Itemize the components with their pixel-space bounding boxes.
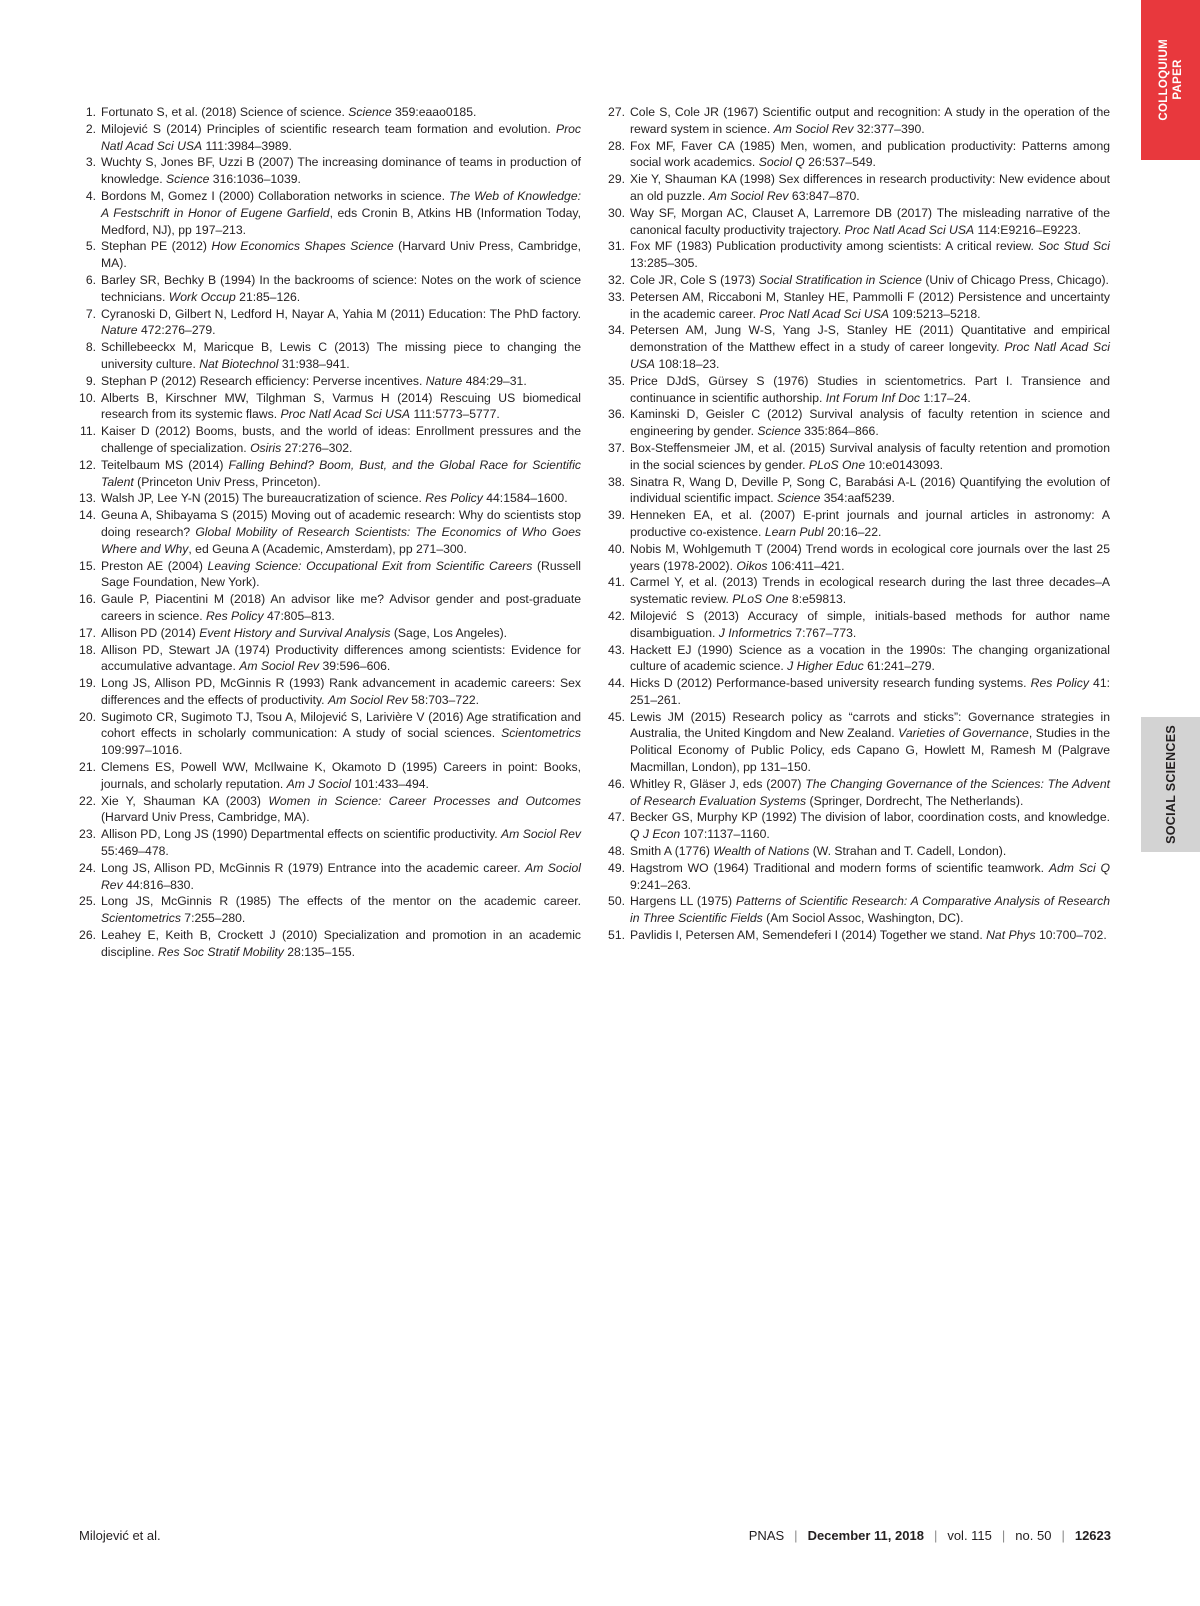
reference-text: 61:241–279. bbox=[863, 659, 935, 674]
reference-item bbox=[79, 675, 581, 709]
reference-text: 114:E9216–E9223. bbox=[974, 222, 1081, 237]
reference-number: 23. bbox=[79, 827, 96, 842]
reference-source: Int Forum Inf Doc bbox=[825, 390, 920, 405]
reference-text: Stephan PE (2012) bbox=[101, 239, 212, 254]
reference-number: 22. bbox=[79, 793, 96, 808]
reference-text: (Springer, Dordrecht, The Netherlands). bbox=[806, 793, 1024, 808]
reference-item bbox=[79, 306, 581, 340]
reference-item bbox=[79, 373, 581, 390]
reference-number: 26. bbox=[79, 928, 96, 943]
reference-number: 40. bbox=[608, 541, 625, 556]
reference-text: Leahey E, Keith B, Crockett J (2010) Specialization and promotion in an academic discipline. bbox=[101, 928, 581, 959]
reference-text: Preston AE (2004) bbox=[101, 558, 208, 573]
reference-text: Milojević S (2014) Principles of scientific research team formation and evolution. bbox=[101, 121, 556, 136]
footer-separator: | bbox=[933, 1528, 938, 1543]
reference-source: Nature bbox=[425, 373, 463, 388]
reference-text: , Studies in the Political Economy of Public Policy, eds Capano G, Howlett M, Ramesh M (Palgrave Macmillan, London), pp 131–150. bbox=[630, 726, 1110, 775]
reference-number: 20. bbox=[79, 709, 96, 724]
reference-number: 39. bbox=[608, 508, 625, 523]
reference-source: Science bbox=[777, 491, 821, 506]
reference-source: Wealth of Nations bbox=[713, 844, 810, 859]
reference-number: 42. bbox=[608, 608, 625, 623]
reference-text: 8:e59813. bbox=[788, 592, 847, 607]
reference-number: 34. bbox=[608, 323, 625, 338]
reference-item bbox=[608, 927, 1110, 944]
reference-number: 32. bbox=[608, 272, 625, 287]
reference-item bbox=[608, 675, 1110, 709]
reference-text: 55:469–478. bbox=[101, 844, 169, 859]
reference-text: 472:276–279. bbox=[137, 323, 216, 338]
reference-text: Sinatra R, Wang D, Deville P, Song C, Barabási A-L (2016) Quantifying the evolution of individual scientific impact. bbox=[630, 474, 1110, 506]
reference-item bbox=[79, 759, 581, 793]
footer-separator: | bbox=[1001, 1528, 1006, 1543]
reference-number: 12. bbox=[79, 457, 96, 472]
colloquium-paper-tab bbox=[1141, 0, 1200, 160]
reference-item bbox=[79, 154, 581, 188]
reference-text: (Harvard Univ Press, Cambridge, MA). bbox=[101, 810, 310, 825]
reference-text: 10:700–702. bbox=[1035, 928, 1107, 943]
reference-text: Bordons M, Gomez I (2000) Collaboration networks in science. bbox=[101, 188, 450, 203]
reference-item bbox=[79, 860, 581, 894]
reference-item bbox=[608, 843, 1110, 860]
reference-item bbox=[608, 289, 1110, 323]
reference-text: 39:596–606. bbox=[319, 659, 391, 674]
reference-number: 49. bbox=[608, 860, 625, 875]
reference-text: 41: 251–261. bbox=[630, 676, 1110, 707]
reference-source: Am Sociol Rev bbox=[239, 659, 320, 674]
reference-source: Scientometrics bbox=[101, 911, 181, 926]
reference-item bbox=[79, 893, 581, 927]
reference-text: 10:e0143093. bbox=[865, 457, 944, 472]
reference-text: 335:864–866. bbox=[800, 424, 879, 439]
reference-item bbox=[79, 490, 581, 507]
reference-text: 20:16–22. bbox=[823, 524, 882, 539]
reference-source: Am Sociol Rev bbox=[708, 188, 789, 203]
footer-citation bbox=[749, 1527, 1111, 1545]
reference-text: Schillebeeckx M, Maricque B, Lewis C (2013) The missing piece to changing the university culture. bbox=[101, 340, 581, 371]
reference-source: J Informetrics bbox=[718, 625, 792, 640]
reference-source: Sociol Q bbox=[758, 155, 805, 170]
reference-text: Cole S, Cole JR (1967) Scientific output and recognition: A study in the operation of the reward system in science. bbox=[630, 105, 1110, 136]
reference-text: 7:255–280. bbox=[180, 911, 246, 926]
reference-item bbox=[608, 322, 1110, 372]
reference-text: 9:241–263. bbox=[630, 877, 691, 892]
reference-item bbox=[608, 205, 1110, 239]
reference-number: 14. bbox=[79, 508, 96, 523]
volume: vol. 115 bbox=[947, 1528, 992, 1543]
reference-number: 13. bbox=[79, 491, 96, 506]
reference-source: Am Sociol Rev bbox=[773, 121, 854, 136]
reference-item bbox=[608, 138, 1110, 172]
reference-number: 38. bbox=[608, 474, 625, 489]
reference-text: Long JS, McGinnis R (1985) The effects of the mentor on the academic career. bbox=[101, 894, 581, 909]
reference-number: 25. bbox=[79, 894, 96, 909]
reference-text: Long JS, Allison PD, McGinnis R (1979) Entrance into the academic career. bbox=[101, 860, 525, 875]
reference-number: 33. bbox=[608, 289, 625, 304]
reference-item bbox=[608, 373, 1110, 407]
reference-number: 44. bbox=[608, 676, 625, 691]
reference-source: Science bbox=[348, 105, 392, 119]
reference-item bbox=[79, 339, 581, 373]
reference-text: Gaule P, Piacentini M (2018) An advisor like me? Advisor gender and post-graduate careers in science. bbox=[101, 592, 581, 623]
reference-item bbox=[79, 927, 581, 961]
reference-item bbox=[608, 608, 1110, 642]
reference-item bbox=[79, 642, 581, 676]
reference-number: 24. bbox=[79, 860, 96, 875]
section-tab bbox=[1141, 717, 1200, 852]
reference-text: Hargens LL (1975) bbox=[630, 894, 736, 909]
reference-text: 32:377–390. bbox=[853, 121, 925, 136]
reference-text: Clemens ES, Powell WW, McIlwaine K, Okamoto D (1995) Careers in point: Books, journals, and scholarly reputation. bbox=[101, 760, 581, 791]
reference-text: Wuchty S, Jones BF, Uzzi B (2007) The increasing dominance of teams in production of knowledge. bbox=[101, 155, 581, 187]
reference-number: 48. bbox=[608, 844, 625, 859]
reference-item bbox=[608, 709, 1110, 776]
reference-item bbox=[608, 776, 1110, 810]
reference-item bbox=[608, 574, 1110, 608]
reference-text: 63:847–870. bbox=[788, 188, 860, 203]
references-column-left bbox=[79, 104, 581, 961]
reference-text: Henneken EA, et al. (2007) E-print journals and journal articles in astronomy: A productive co-existence. bbox=[630, 508, 1110, 539]
reference-text: Petersen AM, Jung W-S, Yang J-S, Stanley HE (2011) Quantitative and empirical demonstration of the Matthew effect in a study of career longevity. bbox=[630, 323, 1110, 355]
reference-source: Nat Phys bbox=[986, 928, 1036, 943]
reference-text: 28:135–155. bbox=[283, 944, 356, 959]
reference-source: Proc Natl Acad Sci USA bbox=[630, 340, 1110, 371]
reference-item bbox=[79, 793, 581, 827]
reference-item bbox=[608, 642, 1110, 676]
reference-number: 17. bbox=[79, 625, 96, 640]
page-number: 12623 bbox=[1074, 1528, 1111, 1543]
reference-number: 36. bbox=[608, 407, 625, 422]
reference-text: 109:5213–5218. bbox=[888, 306, 981, 321]
reference-item bbox=[608, 860, 1110, 894]
reference-source: Am Sociol Rev bbox=[327, 692, 408, 707]
reference-source: Learn Publ bbox=[764, 524, 824, 539]
reference-text: Hicks D (2012) Performance-based university research funding systems. bbox=[630, 676, 1031, 691]
reference-number: 51. bbox=[608, 928, 625, 943]
reference-text: 107:1137–1160. bbox=[680, 827, 770, 842]
reference-number: 37. bbox=[608, 440, 625, 455]
reference-source: Scientometrics bbox=[501, 726, 581, 741]
reference-source: Q J Econ bbox=[630, 827, 681, 842]
issue-date: December 11, 2018 bbox=[807, 1528, 924, 1543]
reference-text: (Princeton Univ Press, Princeton). bbox=[133, 474, 321, 489]
reference-text: Carmel Y, et al. (2013) Trends in ecological research during the last three decades–A systematic review. bbox=[630, 575, 1110, 607]
reference-number: 41. bbox=[608, 575, 625, 590]
reference-text: Price DJdS, Gürsey S (1976) Studies in scientometrics. Part I. Transience and continuance in scientific authorship. bbox=[630, 373, 1110, 405]
reference-source: Leaving Science: Occupational Exit from Scientific Careers bbox=[207, 558, 533, 573]
reference-number: 43. bbox=[608, 642, 625, 657]
reference-number: 35. bbox=[608, 373, 625, 388]
reference-text: Whitley R, Gläser J, eds (2007) bbox=[630, 776, 806, 791]
reference-item bbox=[79, 625, 581, 642]
reference-number: 16. bbox=[79, 592, 96, 607]
reference-text: Allison PD, Long JS (1990) Departmental effects on scientific productivity. bbox=[101, 827, 502, 842]
reference-text: 316:1036–1039. bbox=[209, 172, 301, 187]
reference-text: (W. Strahan and T. Cadell, London). bbox=[809, 844, 1007, 859]
reference-text: 108:18–23. bbox=[655, 356, 720, 371]
reference-text: 58:703–722. bbox=[407, 692, 480, 707]
reference-source: Res Policy bbox=[206, 608, 264, 623]
reference-text: Lewis JM (2015) Research policy as “carrots and sticks”: Governance strategies in Australia, the United Kingdom and New Zealand. bbox=[630, 709, 1110, 741]
reference-text: , ed Geuna A (Academic, Amsterdam), pp 271–300. bbox=[188, 541, 467, 556]
reference-source: The Changing Governance of the Sciences: The Advent of Research Evaluation Systems bbox=[630, 776, 1110, 808]
reference-text: Becker GS, Murphy KP (1992) The division of labor, coordination costs, and knowledge. bbox=[630, 810, 1110, 825]
reference-text: Milojević S (2013) Accuracy of simple, initials-based methods for author name disambiguation. bbox=[630, 608, 1110, 640]
reference-text: Stephan P (2012) Research efficiency: Perverse incentives. bbox=[101, 373, 426, 388]
reference-text: Hagstrom WO (1964) Traditional and modern forms of scientific teamwork. bbox=[630, 860, 1049, 875]
reference-text: Petersen AM, Riccaboni M, Stanley HE, Pammolli F (2012) Persistence and uncertainty in the academic career. bbox=[630, 289, 1110, 321]
reference-source: Science bbox=[166, 172, 210, 187]
reference-source: Falling Behind? Boom, Bust, and the Global Race for Scientific Talent bbox=[101, 457, 581, 489]
reference-item bbox=[79, 390, 581, 424]
reference-item bbox=[608, 272, 1110, 289]
reference-source: How Economics Shapes Science bbox=[211, 239, 394, 254]
reference-text: Kaminski D, Geisler C (2012) Survival analysis of faculty retention in science and engineering by gender. bbox=[630, 407, 1110, 439]
reference-text: 44:1584–1600. bbox=[482, 491, 568, 506]
reference-text: 359:eaao0185. bbox=[391, 105, 477, 119]
reference-text: Teitelbaum MS (2014) bbox=[101, 457, 229, 472]
reference-text: Walsh JP, Lee Y-N (2015) The bureaucratization of science. bbox=[101, 491, 426, 506]
reference-number: 3. bbox=[85, 155, 96, 170]
reference-text: (Sage, Los Angeles). bbox=[390, 625, 508, 640]
paper-label: PAPER bbox=[1171, 59, 1184, 101]
reference-source: Adm Sci Q bbox=[1048, 860, 1110, 875]
colloquium-label: COLLOQUIUM bbox=[1157, 39, 1170, 121]
reference-text: 111:3984–3989. bbox=[202, 138, 292, 153]
reference-text: 27:276–302. bbox=[281, 440, 353, 455]
reference-item bbox=[608, 171, 1110, 205]
reference-text: 111:5773–5777. bbox=[410, 407, 500, 422]
reference-item bbox=[608, 406, 1110, 440]
reference-text: (Am Sociol Assoc, Washington, DC). bbox=[762, 911, 964, 926]
reference-text: Kaiser D (2012) Booms, busts, and the world of ideas: Enrollment pressures and the challenge of specialization. bbox=[101, 424, 581, 455]
reference-source: Osiris bbox=[250, 440, 282, 455]
reference-number: 1. bbox=[85, 105, 96, 119]
reference-source: Varieties of Governance bbox=[898, 726, 1029, 741]
reference-text: Sugimoto CR, Sugimoto TJ, Tsou A, Milojević S, Larivière V (2016) Age stratification and cohort effects in scholarly communication: A study of social sciences. bbox=[101, 709, 581, 741]
reference-source: PLoS One bbox=[732, 592, 789, 607]
reference-text: (Harvard Univ Press, Cambridge, MA). bbox=[101, 239, 581, 271]
reference-number: 47. bbox=[608, 810, 625, 825]
reference-text: Fox MF, Faver CA (1985) Men, women, and publication productivity: Patterns among social work academics. bbox=[630, 138, 1110, 170]
colloquium-paper-label bbox=[1157, 39, 1185, 121]
section-label: SOCIAL SCIENCES bbox=[1163, 725, 1178, 844]
reference-item bbox=[608, 440, 1110, 474]
reference-number: 50. bbox=[608, 894, 625, 909]
reference-source: The Web of Knowledge: A Festschrift in Honor of Eugene Garfield bbox=[101, 188, 581, 220]
reference-number: 2. bbox=[85, 121, 96, 136]
reference-text: Xie Y, Shauman KA (2003) bbox=[101, 793, 269, 808]
reference-text: Fox MF (1983) Publication productivity among scientists: A critical review. bbox=[630, 239, 1039, 254]
reference-item bbox=[608, 893, 1110, 927]
reference-text: 26:537–549. bbox=[804, 155, 876, 170]
references-column-right bbox=[608, 104, 1110, 944]
reference-number: 5. bbox=[85, 239, 96, 254]
reference-source: Global Mobility of Research Scientists: The Economics of Who Goes Where and Why bbox=[101, 524, 581, 556]
reference-text: Barley SR, Bechky B (1994) In the backrooms of science: Notes on the work of science technicians. bbox=[101, 272, 581, 304]
reference-source: Soc Stud Sci bbox=[1038, 239, 1110, 254]
reference-source: Proc Natl Acad Sci USA bbox=[844, 222, 975, 237]
reference-number: 4. bbox=[85, 188, 96, 203]
reference-number: 28. bbox=[608, 138, 625, 153]
reference-number: 7. bbox=[85, 306, 96, 321]
reference-source: Am Sociol Rev bbox=[101, 860, 581, 892]
reference-number: 15. bbox=[79, 558, 96, 573]
reference-source: Proc Natl Acad Sci USA bbox=[759, 306, 889, 321]
reference-item bbox=[79, 507, 581, 557]
reference-source: Oikos bbox=[736, 558, 768, 573]
reference-item bbox=[79, 826, 581, 860]
reference-item bbox=[79, 104, 581, 121]
reference-text: Alberts B, Kirschner MW, Tilghman S, Varmus H (2014) Rescuing US biomedical research from its systemic flaws. bbox=[101, 390, 581, 422]
reference-item bbox=[79, 457, 581, 491]
reference-number: 19. bbox=[79, 676, 96, 691]
reference-text: Long JS, Allison PD, McGinnis R (1993) Rank advancement in academic careers: Sex differences and the effects of productivity. bbox=[101, 676, 581, 707]
reference-text: (Univ of Chicago Press, Chicago). bbox=[921, 272, 1109, 287]
reference-text: Smith A (1776) bbox=[630, 844, 714, 859]
reference-source: PLoS One bbox=[808, 457, 866, 472]
reference-text: 21:85–126. bbox=[235, 289, 301, 304]
reference-text: 101:433–494. bbox=[350, 776, 429, 791]
reference-item bbox=[79, 423, 581, 457]
reference-number: 6. bbox=[85, 272, 96, 287]
reference-source: Proc Natl Acad Sci USA bbox=[280, 407, 411, 422]
reference-source: Res Policy bbox=[425, 491, 483, 506]
reference-text: Hackett EJ (1990) Science as a vocation in the 1990s: The changing organizational culture of academic science. bbox=[630, 642, 1110, 674]
reference-text: Xie Y, Shauman KA (1998) Sex differences in research productivity: New evidence about an old puzzle. bbox=[630, 172, 1110, 203]
reference-item bbox=[79, 558, 581, 592]
reference-number: 45. bbox=[608, 709, 625, 724]
reference-text: Box-Steffensmeier JM, et al. (2015) Survival analysis of faculty retention and promotion in the social sciences by gender. bbox=[630, 440, 1110, 472]
reference-source: Work Occup bbox=[168, 289, 236, 304]
reference-number: 31. bbox=[608, 239, 625, 254]
reference-source: Am J Sociol bbox=[286, 776, 351, 791]
reference-text: Cole JR, Cole S (1973) bbox=[630, 272, 759, 287]
reference-source: Nature bbox=[101, 323, 138, 338]
reference-item bbox=[608, 507, 1110, 541]
reference-text: 354:aaf5239. bbox=[820, 491, 895, 506]
reference-source: Social Stratification in Science bbox=[758, 272, 922, 287]
reference-number: 10. bbox=[79, 390, 96, 405]
reference-text: Allison PD (2014) bbox=[101, 625, 200, 640]
reference-text: 47:805–813. bbox=[263, 608, 335, 623]
reference-text: 13:285–305. bbox=[630, 256, 698, 271]
issue-number: no. 50 bbox=[1015, 1528, 1052, 1543]
reference-item bbox=[608, 474, 1110, 508]
reference-source: Women in Science: Career Processes and Outcomes bbox=[268, 793, 581, 808]
reference-number: 18. bbox=[79, 642, 96, 657]
reference-source: Nat Biotechnol bbox=[199, 356, 279, 371]
reference-text: (Russell Sage Foundation, New York). bbox=[101, 558, 581, 590]
reference-number: 11. bbox=[79, 424, 96, 439]
reference-item bbox=[79, 709, 581, 759]
reference-source: Res Policy bbox=[1030, 676, 1089, 691]
reference-item bbox=[79, 272, 581, 306]
reference-source: Proc Natl Acad Sci USA bbox=[101, 121, 581, 153]
reference-item bbox=[608, 104, 1110, 138]
reference-text: Fortunato S, et al. (2018) Science of science. bbox=[101, 105, 349, 119]
reference-text: , eds Cronin B, Atkins HB (Information Today, Medford, NJ), pp 197–213. bbox=[101, 205, 581, 237]
reference-text: Allison PD, Stewart JA (1974) Productivity differences among scientists: Evidence for accumulative advantage. bbox=[101, 642, 581, 674]
footer-separator: | bbox=[1061, 1528, 1065, 1543]
reference-source: Res Soc Stratif Mobility bbox=[157, 944, 284, 959]
reference-source: Patterns of Scientific Research: A Comparative Analysis of Research in Three Scientific Fields bbox=[630, 894, 1110, 926]
reference-number: 46. bbox=[608, 776, 625, 791]
reference-number: 29. bbox=[608, 172, 625, 187]
reference-text: Cyranoski D, Gilbert N, Ledford H, Nayar A, Yahia M (2011) Education: The PhD factory. bbox=[101, 306, 581, 321]
reference-number: 9. bbox=[85, 373, 96, 388]
reference-text: 7:767–773. bbox=[791, 625, 857, 640]
reference-source: J Higher Educ bbox=[787, 659, 864, 674]
reference-text: 484:29–31. bbox=[462, 373, 527, 388]
reference-item bbox=[608, 809, 1110, 843]
reference-text: 106:411–421. bbox=[767, 558, 845, 573]
reference-text: Geuna A, Shibayama S (2015) Moving out of academic research: Why do scientists stop doing research? bbox=[101, 508, 581, 539]
footer-separator: | bbox=[794, 1528, 798, 1543]
reference-number: 27. bbox=[608, 105, 625, 119]
reference-text: 31:938–941. bbox=[278, 356, 350, 371]
reference-source: Science bbox=[757, 424, 801, 439]
reference-item bbox=[79, 121, 581, 155]
reference-item bbox=[608, 238, 1110, 272]
reference-text: Nobis M, Wohlgemuth T (2004) Trend words in ecological core journals over the last 25 years (1978-2002). bbox=[630, 541, 1110, 573]
reference-text: 1:17–24. bbox=[919, 390, 971, 405]
reference-source: Event History and Survival Analysis bbox=[199, 625, 391, 640]
reference-item bbox=[608, 541, 1110, 575]
reference-text: 44:816–830. bbox=[122, 877, 194, 892]
reference-item bbox=[79, 591, 581, 625]
reference-source: Am Sociol Rev bbox=[501, 827, 581, 842]
reference-number: 30. bbox=[608, 205, 625, 220]
reference-text: 109:997–1016. bbox=[101, 743, 183, 758]
reference-item bbox=[79, 188, 581, 238]
reference-text: Way SF, Morgan AC, Clauset A, Larremore DB (2017) The misleading narrative of the canonical faculty productivity trajectory. bbox=[630, 205, 1110, 237]
reference-item bbox=[79, 238, 581, 272]
reference-number: 8. bbox=[85, 340, 96, 355]
reference-text: Pavlidis I, Petersen AM, Semendeferi I (2014) Together we stand. bbox=[630, 928, 987, 943]
footer-authors: Milojević et al. bbox=[79, 1528, 161, 1543]
journal-name: PNAS bbox=[748, 1528, 785, 1543]
reference-number: 21. bbox=[79, 760, 96, 775]
